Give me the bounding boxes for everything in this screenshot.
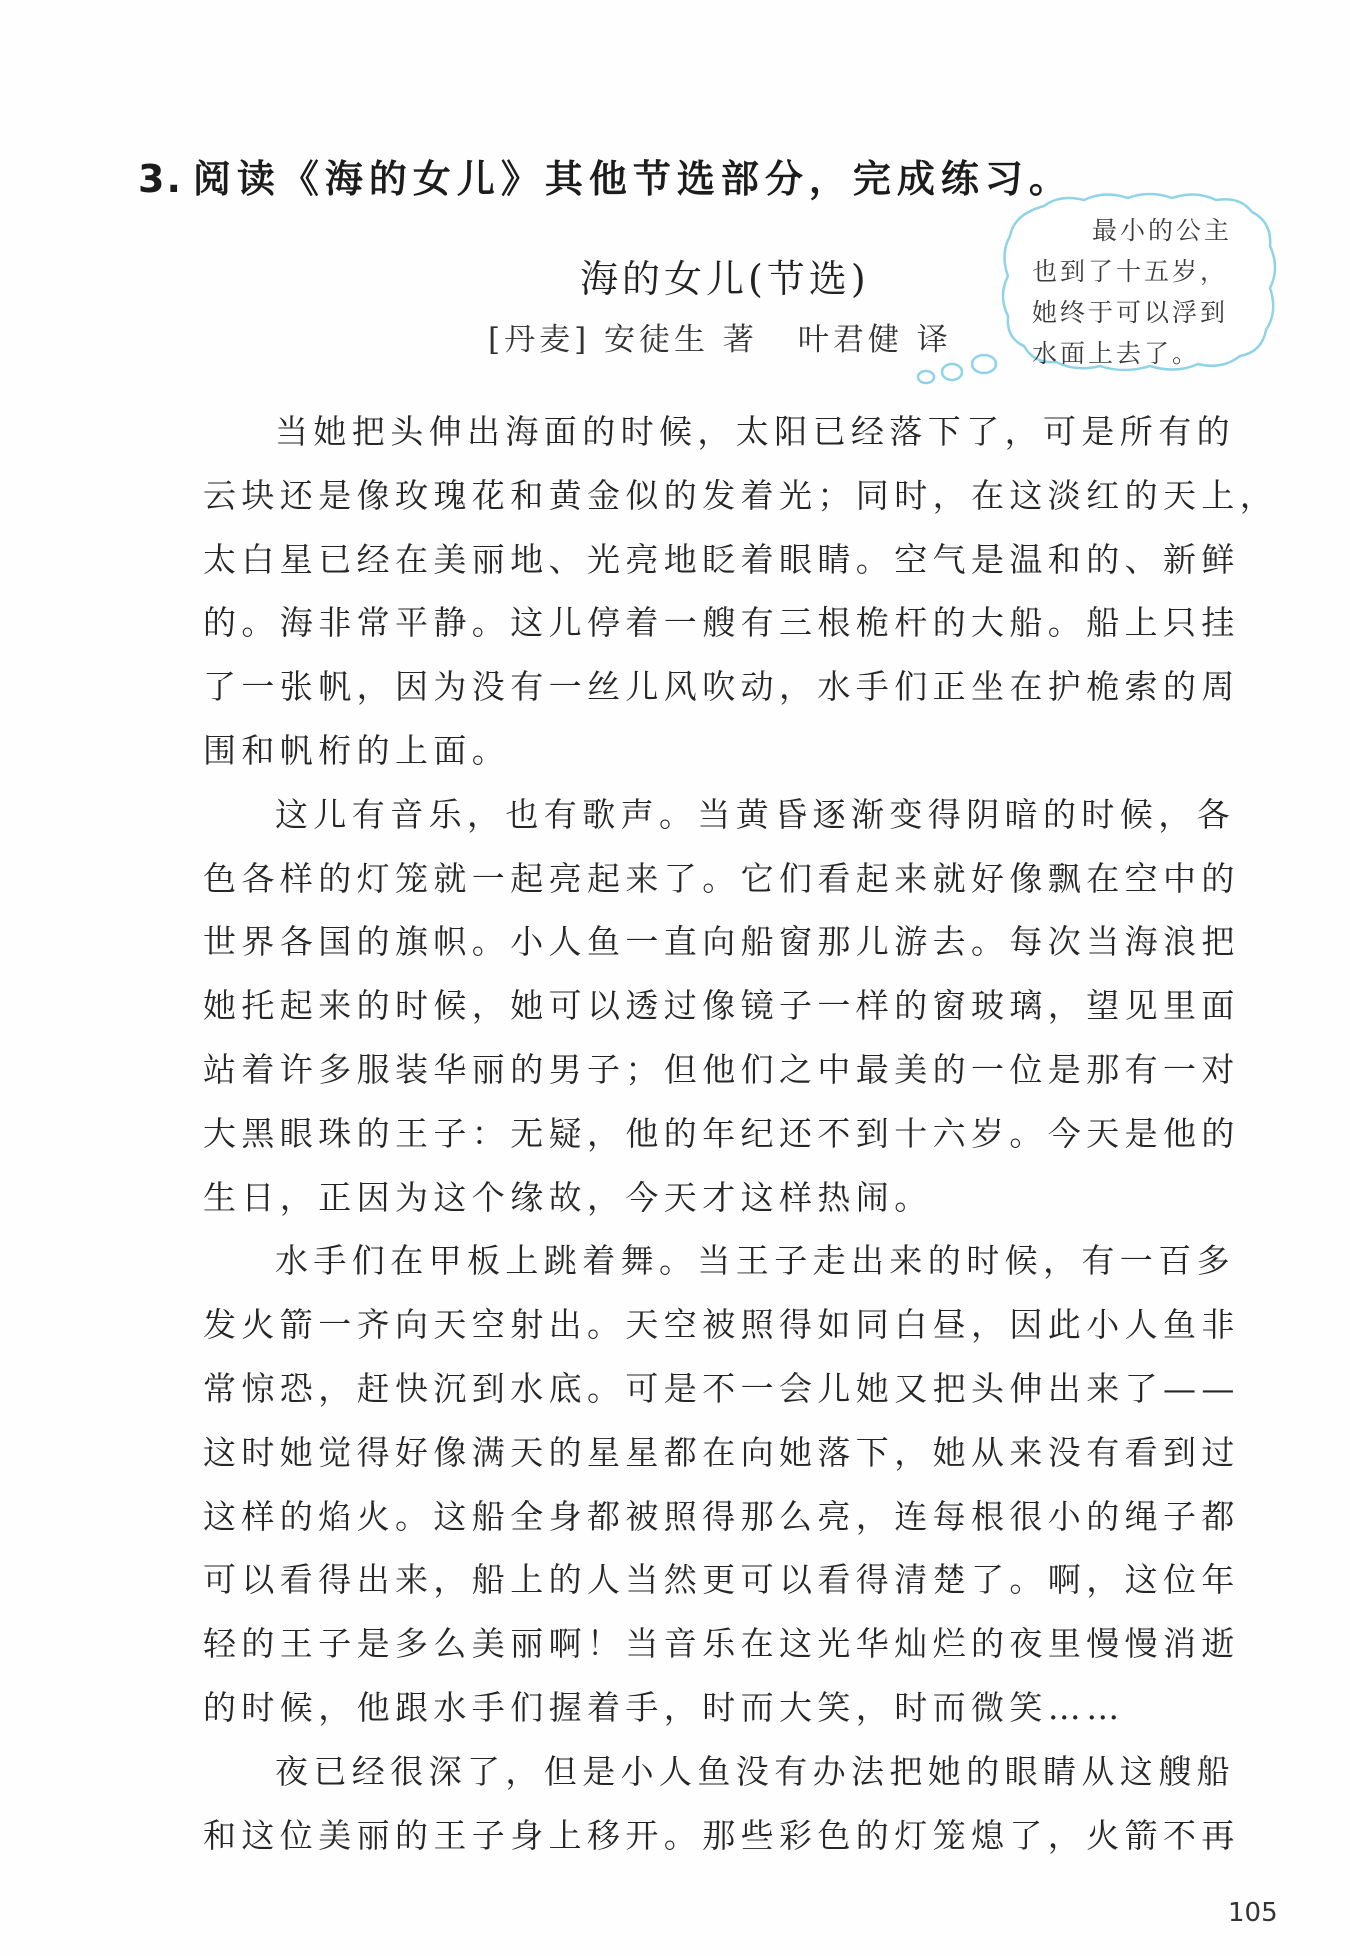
article-title: 海的女儿(节选) <box>580 257 870 301</box>
text-line: 水手们在甲板上跳着舞。当王子走出来的时候，有一百多 <box>275 1241 1235 1281</box>
article-author: [丹麦] 安徒生 著 <box>488 322 758 358</box>
bubble-line: 她终于可以浮到 <box>1032 298 1229 327</box>
bubble-line: 水面上去了。 <box>1032 339 1201 368</box>
text-line: 和这位美丽的王子身上移开。那些彩色的灯笼熄了，火箭不再 <box>203 1815 1240 1855</box>
text-line: 站着许多服装华丽的男子；但他们之中最美的一位是那有一对 <box>203 1049 1240 1089</box>
thought-bubble-text <box>1032 210 1256 374</box>
text-line: 世界各国的旗帜。小人鱼一直向船窗那儿游去。每次当海浪把 <box>203 922 1240 962</box>
text-line: 太白星已经在美丽地、光亮地眨着眼睛。空气是温和的、新鲜 <box>203 539 1240 579</box>
text-line: 生日，正因为这个缘故，今天才这样热闹。 <box>203 1177 933 1217</box>
text-line: 可以看得出来，船上的人当然更可以看得清楚了。啊，这位年 <box>203 1560 1240 1600</box>
text-line: 色各样的灯笼就一起亮起来了。它们看起来就好像飘在空中的 <box>203 858 1240 898</box>
text-line: 云块还是像玫瑰花和黄金似的发着光；同时，在这淡红的天上， <box>203 475 1279 515</box>
exercise-number: 3. <box>138 157 183 201</box>
text-line: 的时候，他跟水手们握着手，时而大笑，时而微笑…… <box>203 1687 1125 1727</box>
text-line: 这时她觉得好像满天的星星都在向她落下，她从来没有看到过 <box>203 1432 1240 1472</box>
text-line: 她托起来的时候，她可以透过像镜子一样的窗玻璃，望见里面 <box>203 986 1240 1026</box>
thought-bubble <box>1000 192 1278 378</box>
thought-bubble-trail <box>914 350 1006 386</box>
text-line: 常惊恐，赶快沉到水底。可是不一会儿她又把头伸出来了—— <box>203 1368 1240 1408</box>
story-body <box>203 400 1279 1867</box>
text-line: 发火箭一齐向天空射出。天空被照得如同白昼，因此小人鱼非 <box>203 1305 1240 1345</box>
text-line: 夜已经很深了，但是小人鱼没有办法把她的眼睛从这艘船 <box>275 1751 1235 1791</box>
text-line: 轻的王子是多么美丽啊！当音乐在这光华灿烂的夜里慢慢消逝 <box>203 1624 1240 1664</box>
text-line: 围和帆桁的上面。 <box>203 730 511 770</box>
text-line: 了一张帆，因为没有一丝儿风吹动，水手们正坐在护桅索的周 <box>203 667 1240 707</box>
article-translator: 叶君健 译 <box>797 322 952 358</box>
exercise-heading <box>138 148 1073 203</box>
page-number: 105 <box>1228 1898 1278 1928</box>
article-byline <box>488 314 952 359</box>
text-line: 当她把头伸出海面的时候，太阳已经落下了，可是所有的 <box>275 412 1235 451</box>
text-line: 的。海非常平静。这儿停着一艘有三根桅杆的大船。船上只挂 <box>203 603 1240 643</box>
exercise-instruction: 阅读《海的女儿》其他节选部分，完成练习。 <box>192 157 1073 201</box>
bubble-line: 最小的公主 <box>1092 216 1233 245</box>
text-line: 大黑眼珠的王子：无疑，他的年纪还不到十六岁。今天是他的 <box>203 1113 1240 1153</box>
bubble-line: 也到了十五岁， <box>1032 257 1229 286</box>
text-line: 这样的焰火。这船全身都被照得那么亮，连每根很小的绳子都 <box>203 1496 1240 1536</box>
text-line: 这儿有音乐，也有歌声。当黄昏逐渐变得阴暗的时候，各 <box>275 794 1235 834</box>
